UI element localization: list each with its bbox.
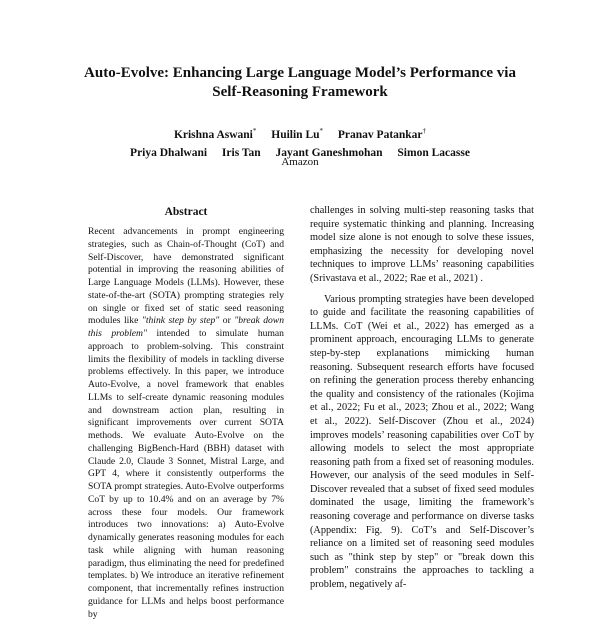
author: Priya Dhalwani [130,146,208,159]
title-line-1: Auto-Evolve: Enhancing Large Language Model’s Performance via [84,65,516,81]
author: Krishna Aswani* [173,127,257,141]
paper-title [60,64,540,102]
author: Iris Tan [221,146,261,159]
title-line-2: Self-Reasoning Framework [212,84,388,100]
abstract-heading: Abstract [164,206,208,218]
introduction-column [310,204,534,592]
author-row-1 [60,122,540,144]
author: Jayant Ganeshmohan [275,146,383,159]
intro-paragraph-2: Various prompting strategies have been developed to guide and facilitate the reasoning capabilities of LLMs. CoT (Wei et al., 2022) has emerged as a prominent approach, encouraging LLMs to generate step-by-step explanations mimicking human reasoning. Subsequent research efforts have focused on refining the generation process thereby enhancing the quality and consistency of the rationales (Kojima et al., 2022; Fu et al., 2023; Zhou et al., 2022; Wang et al., 2022). Self-Discover (Zhou et al., 2024) improves models’ reasoning capabilities over CoT by allowing models to select the most appropriate reasoning path from a fixed set of reasoning modules. However, our analysis of the seed modules in Self-Discover revealed that a subset of fixed seed modules dominated the usage, limiting the framework’s reasoning coverage and performance on diverse tasks (Appendix: Fig. 9). CoT’s and Self-Discover’s reliance on a limited set of reasoning seed modules such as "think step by step" or "break down this problem" constrains the approaches to tackling a problem, negatively af- [310,293,534,591]
author: Pranav Patankar† [337,127,427,141]
abstract-text: Recent advancements in prompt engineering strategies, such as Chain-of-Thought (CoT) and Self-Discover, have demonstrated significant potential in improving the reasoning abilities of Large Language Models (LLMs). However, these state-of-the-art (SOTA) prompting strategies rely on single or fixed set of static seed reasoning modules like "think step by step" or "break down this problem" intended to simulate human approach to problem-solving. This constraint limits the flexibility of models in tackling diverse problems effectively. In this paper, we introduce Auto-Evolve, a novel framework that enables LLMs to self-create dynamic reasoning modules and downstream action plan, resulting in significant improvements over current SOTA methods. We evaluate Auto-Evolve on the challenging BigBench-Hard (BBH) dataset with Claude 2.0, Claude 3 Sonnet, Mistral Large, and GPT 4, where it consistently outperforms the SOTA prompt strategies. Auto-Evolve outperforms CoT by up to 10.4% and on an average by 7% across these four models. Our framework introduces two innovations: a) Auto-Evolve dynamically generates reasoning modules for each task while aligning with human reasoning paradigm, thus eliminating the need for predefined templates. b) We introduce an iterative refinement component, that incrementally refines instruction guidance for LLMs and helps boost performance by [88,226,284,620]
author: Simon Lacasse [397,146,470,159]
author: Huilin Lu* [271,127,324,141]
intro-paragraph-1: challenges in solving multi-step reasoning tasks that require systematic thinking and planning. Increasing model size alone is not enough to solve these issues, emphasizing the necessity for developing novel techniques to improve LLMs’ reasoning capabilities (Srivastava et al., 2022; Rae et al., 2021) . [310,205,534,284]
affiliation: Amazon [281,156,319,168]
